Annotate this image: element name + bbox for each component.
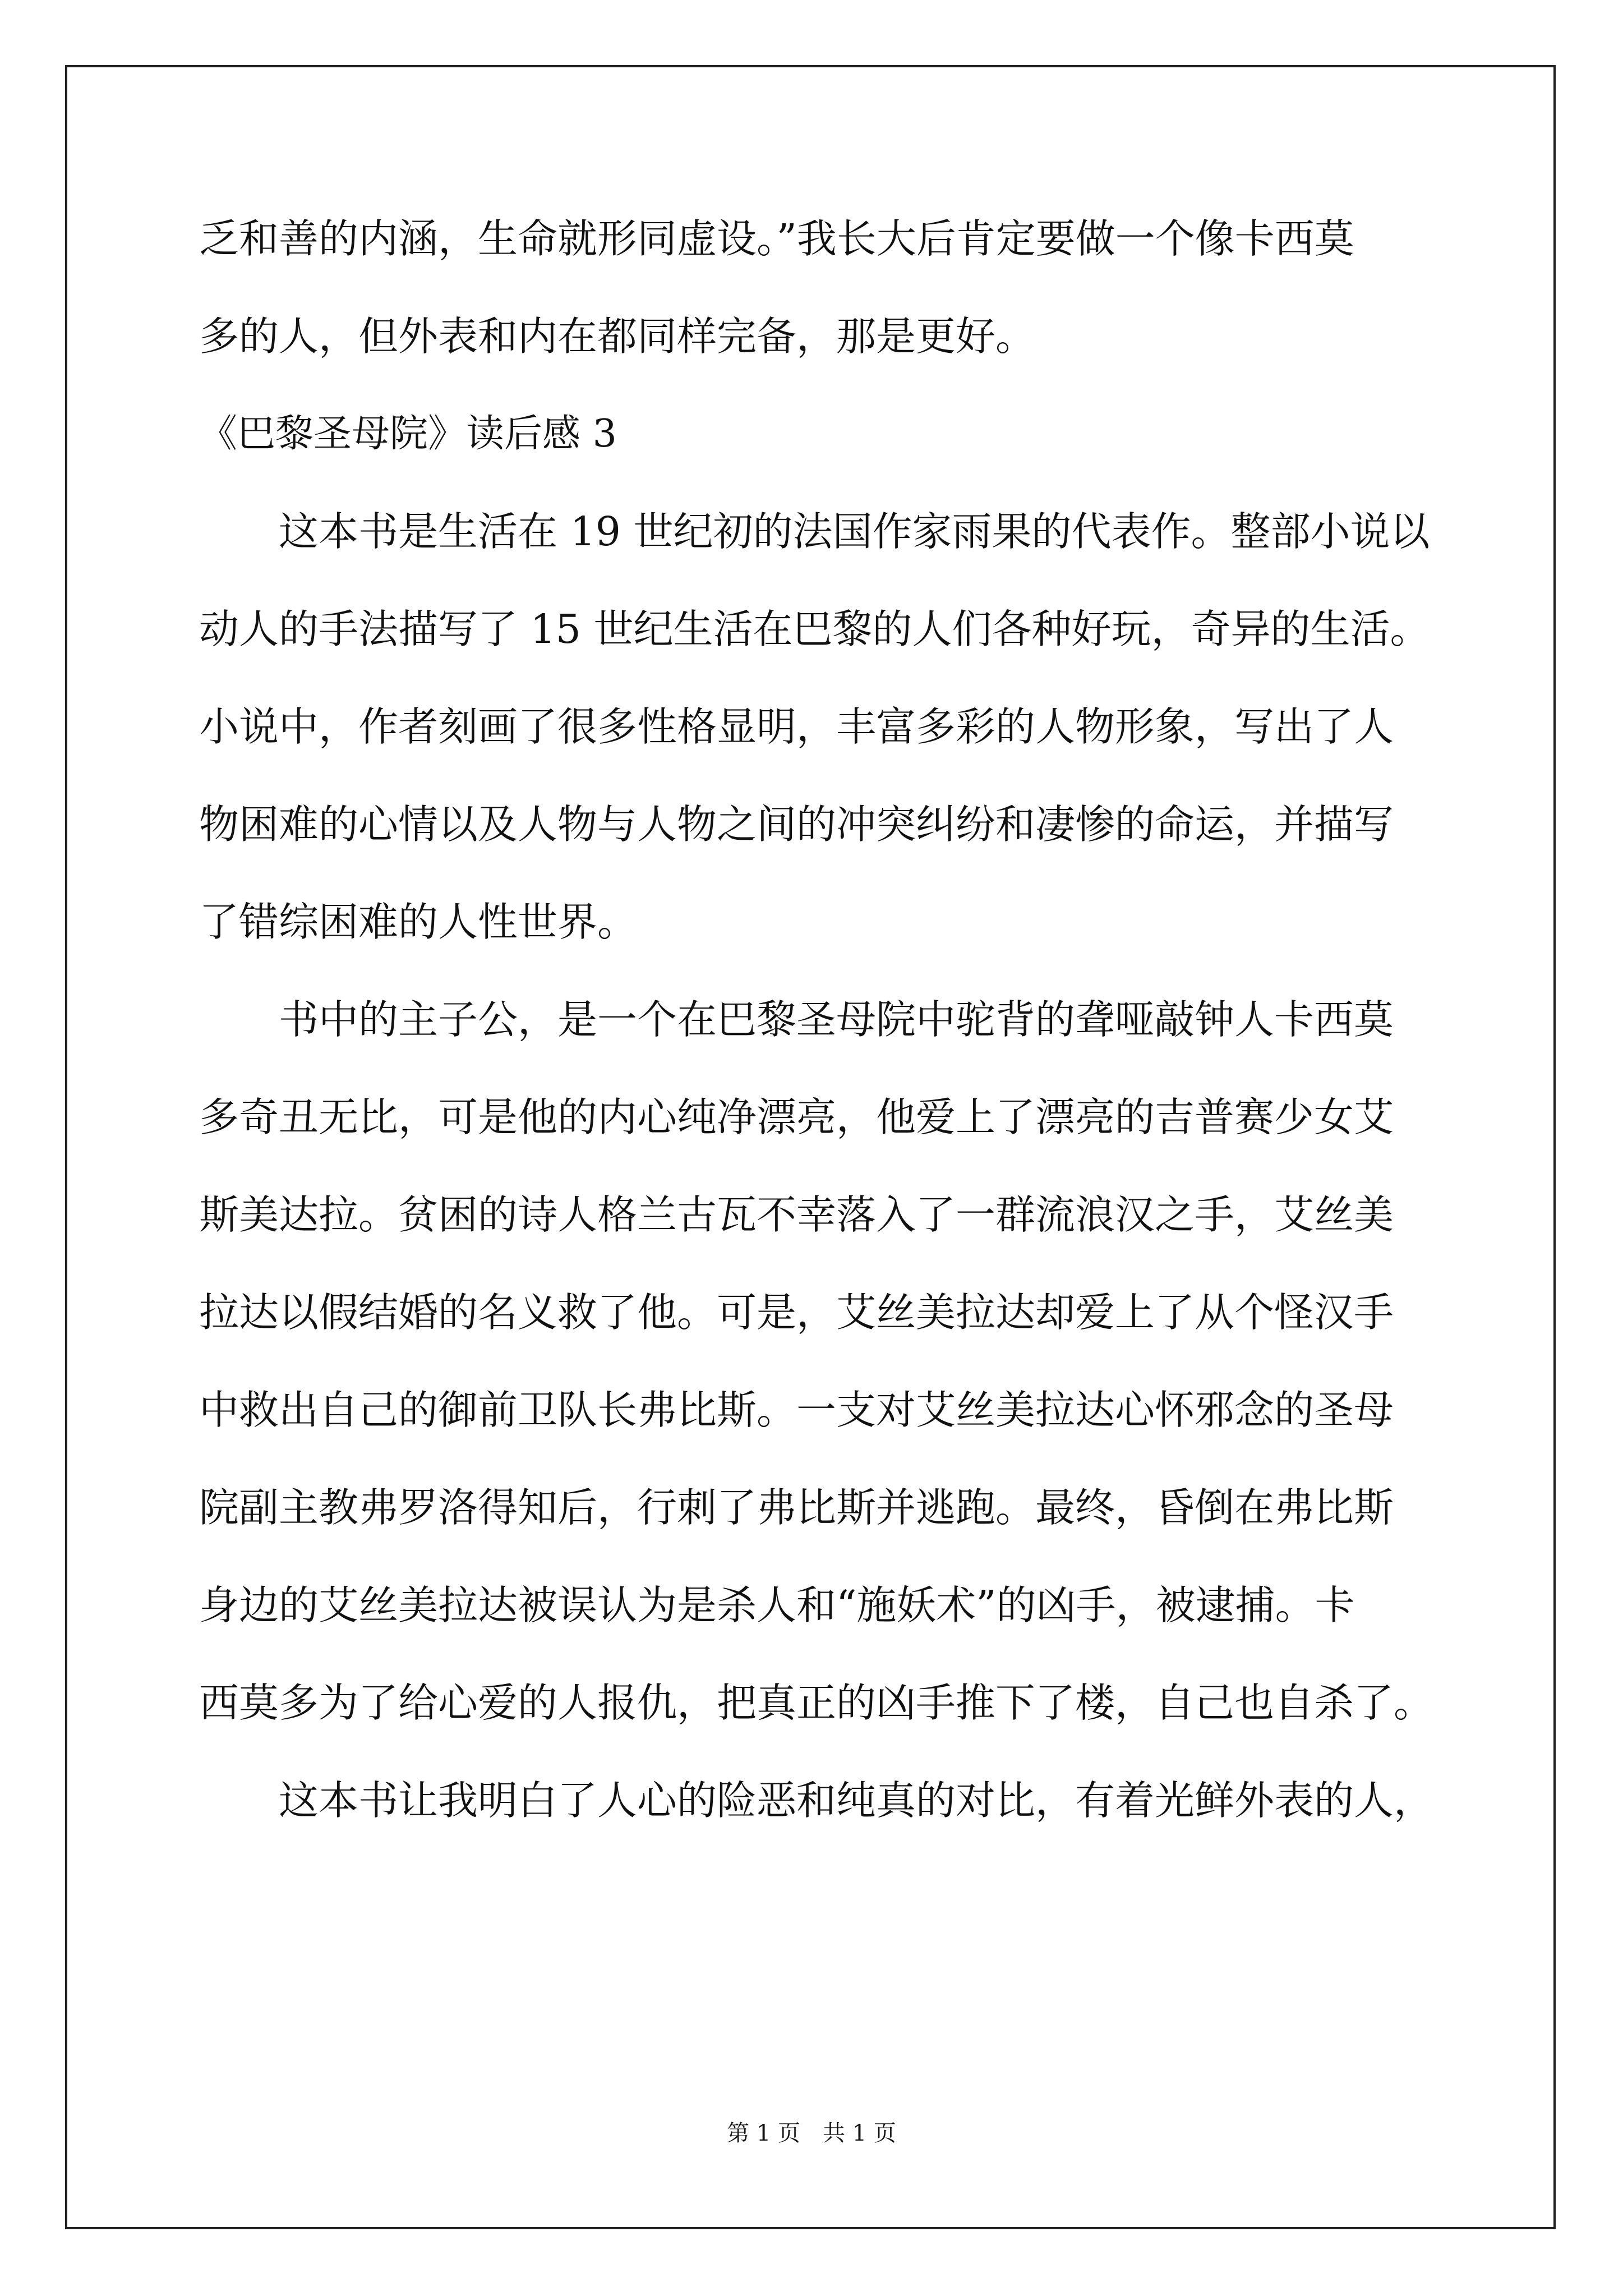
text-line: 拉达以假结婚的名义救了他。可是，艾丝美拉达却爱上了从个怪汉手 bbox=[199, 1289, 1394, 1336]
page-footer: 第 1 页 共 1 页 bbox=[727, 2120, 896, 2146]
text-line: 了错综困难的人性世界。 bbox=[199, 899, 638, 945]
text-line: 乏和善的内涵，生命就形同虚设。”我长大后肯定要做一个像卡西莫 bbox=[199, 215, 1354, 262]
text-line: 斯美达拉。贫困的诗人格兰古瓦不幸落入了一群流浪汉之手，艾丝美 bbox=[199, 1191, 1394, 1238]
text-line: 小说中，作者刻画了很多性格显明，丰富多彩的人物形象，写出了人 bbox=[199, 703, 1394, 750]
text-line: 多的人，但外表和内在都同样完备，那是更好。 bbox=[199, 313, 1036, 360]
paragraph-first-line: 书中的主子公，是一个在巴黎圣母院中驼背的聋哑敲钟人卡西莫 bbox=[279, 996, 1394, 1043]
text-line: 中救出自己的御前卫队长弗比斯。一支对艾丝美拉达心怀邪念的圣母 bbox=[199, 1387, 1394, 1433]
text-line: 物困难的心情以及人物与人物之间的冲突纠纷和凄惨的命运，并描写 bbox=[199, 801, 1394, 848]
document-body bbox=[199, 215, 1434, 1878]
text-line: 动人的手法描写了 15 世纪生活在巴黎的人们各种好玩，奇异的生活。 bbox=[199, 606, 1430, 652]
paragraph-first-line: 这本书让我明白了人心的险恶和纯真的对比，有着光鲜外表的人， bbox=[279, 1777, 1434, 1824]
section-heading: 《巴黎圣母院》读后感 3 bbox=[199, 412, 617, 456]
text-line: 院副主教弗罗洛得知后，行刺了弗比斯并逃跑。最终，昏倒在弗比斯 bbox=[199, 1484, 1394, 1531]
text-line: 身边的艾丝美拉达被误认为是杀人和“施妖术”的凶手，被逮捕。卡 bbox=[199, 1582, 1355, 1628]
text-line: 西莫多为了给心爱的人报仇，把真正的凶手推下了楼，自己也自杀了。 bbox=[199, 1680, 1434, 1726]
text-line: 多奇丑无比，可是他的内心纯净漂亮，他爱上了漂亮的吉普赛少女艾 bbox=[199, 1094, 1394, 1140]
paragraph-first-line: 这本书是生活在 19 世纪初的法国作家雨果的代表作。整部小说以 bbox=[279, 508, 1430, 555]
